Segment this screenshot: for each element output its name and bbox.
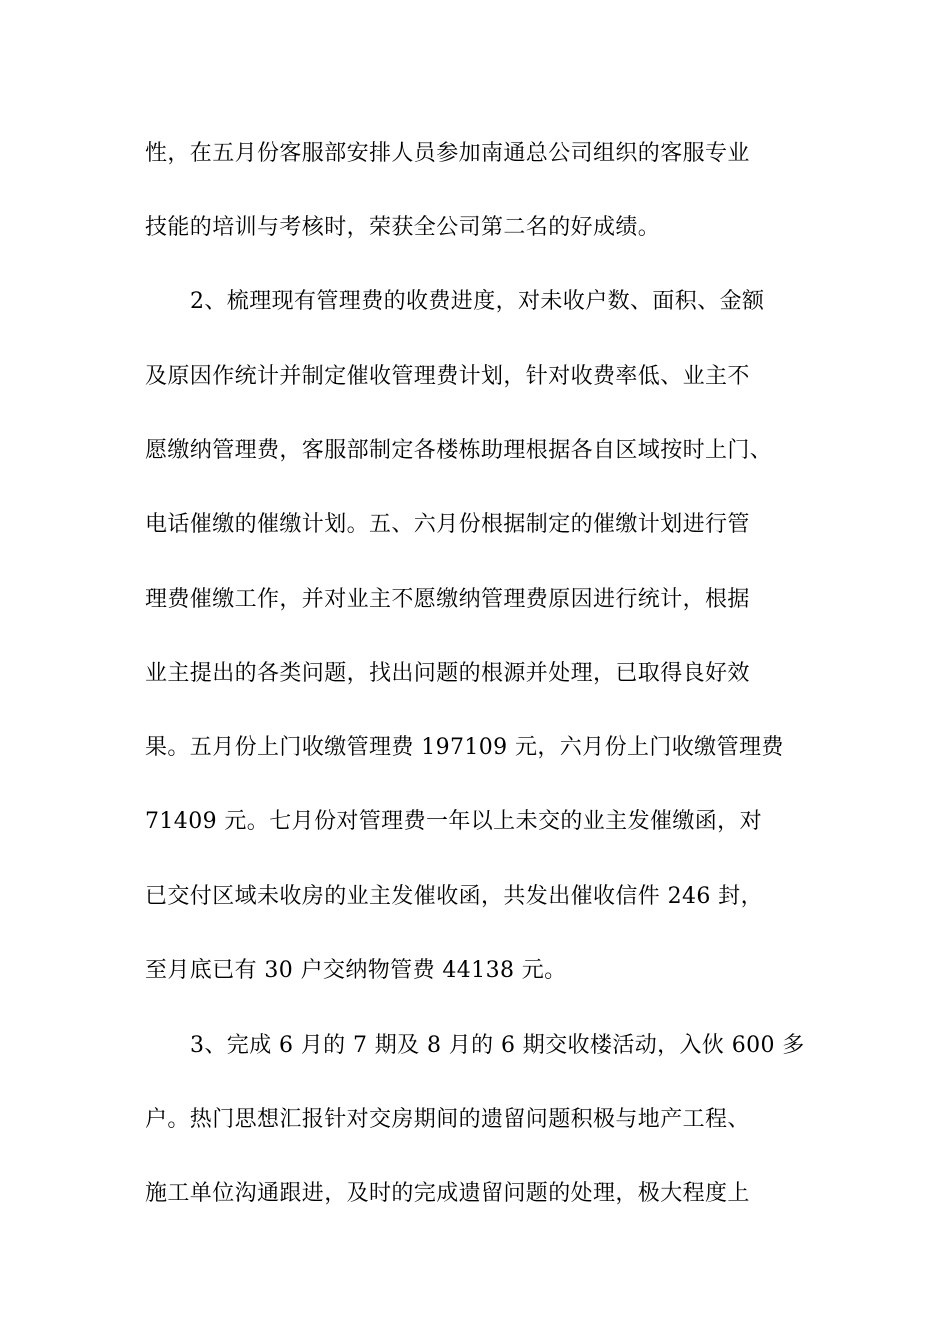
text-line: 愿缴纳管理费，客服部制定各楼栋助理根据各自区域按时上门、 bbox=[145, 438, 773, 463]
text-line: 电话催缴的催缴计划。五、六月份根据制定的催缴计划进行管 bbox=[145, 512, 750, 537]
text-line: 及原因作统计并制定催收管理费计划，针对收费率低、业主不 bbox=[145, 364, 750, 389]
text-line: 果。五月份上门收缴管理费 197109 元，六月份上门收缴管理费 bbox=[145, 735, 784, 760]
text-line: 户。热门思想汇报针对交房期间的遗留问题积极与地产工程、 bbox=[145, 1107, 750, 1132]
text-line: 已交付区域未收房的业主发催收函，共发出催收信件 246 封， bbox=[145, 884, 763, 909]
text-line: 71409 元。七月份对管理费一年以上未交的业主发催缴函，对 bbox=[145, 809, 762, 834]
text-line: 理费催缴工作，并对业主不愿缴纳管理费原因进行统计，根据 bbox=[145, 587, 750, 612]
text-line: 业主提出的各类问题，找出问题的根源并处理，已取得良好效 bbox=[145, 661, 750, 686]
paragraph-start-line: 3、完成 6 月的 7 期及 8 月的 6 期交收楼活动，入伙 600 多 bbox=[190, 1033, 805, 1058]
text-line: 至月底已有 30 户交纳物管费 44138 元。 bbox=[145, 958, 567, 983]
paragraph-start-line: 2、梳理现有管理费的收费进度，对未收户数、面积、金额 bbox=[190, 289, 765, 314]
text-line: 性，在五月份客服部安排人员参加南通总公司组织的客服专业 bbox=[145, 141, 750, 166]
text-line: 施工单位沟通跟进，及时的完成遗留问题的处理，极大程度上 bbox=[145, 1181, 750, 1206]
text-line: 技能的培训与考核时，荣获全公司第二名的好成绩。 bbox=[145, 215, 661, 240]
